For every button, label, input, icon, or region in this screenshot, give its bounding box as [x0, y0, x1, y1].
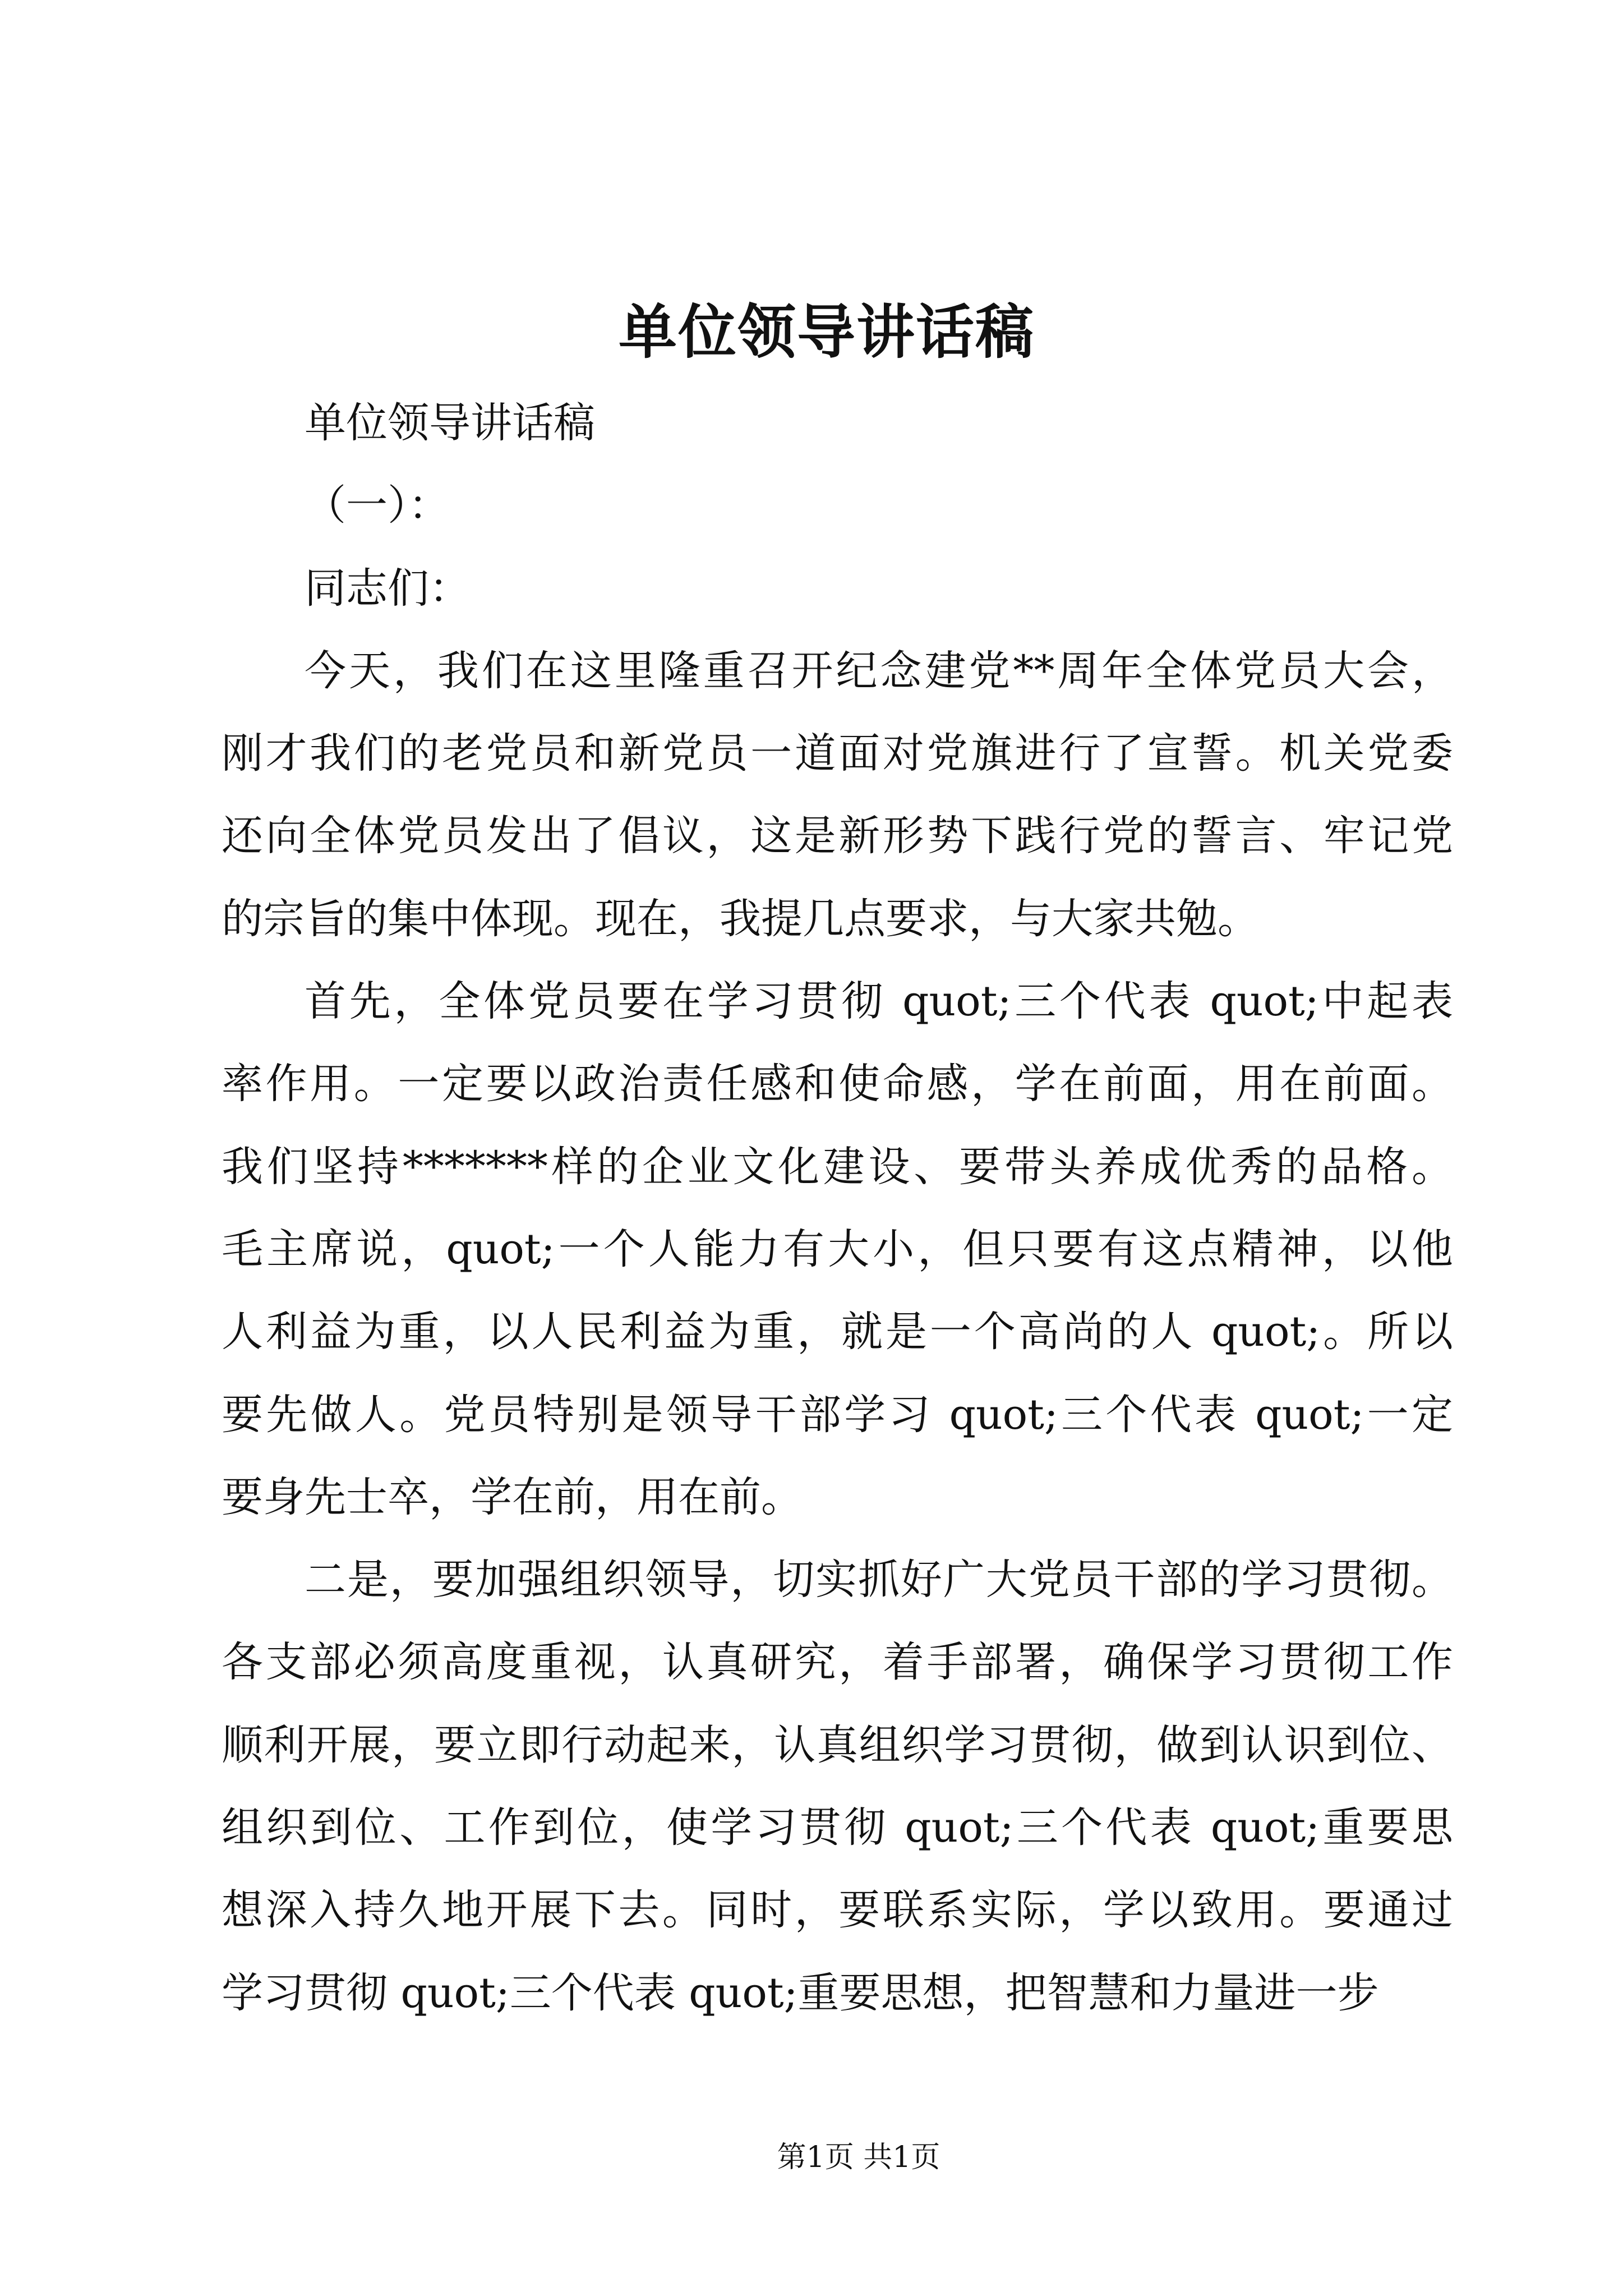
paragraph-first-point [222, 960, 1453, 1539]
paragraph-section-marker [222, 464, 1453, 547]
paragraph-opening [222, 630, 1453, 960]
paragraph-salutation [222, 547, 1453, 630]
text-line: 首先，全体党员要在学习贯彻 quot;三个代表 quot;中起表 [305, 977, 1453, 1026]
text-line: 刚才我们的老党员和新党员一道面对党旗进行了宣誓。机关党委 [222, 729, 1453, 778]
text-line: 顺利开展，要立即行动起来，认真组织学习贯彻，做到认识到位、 [222, 1720, 1453, 1769]
text-line: 想深入持久地开展下去。同时，要联系实际，学以致用。要通过 [222, 1886, 1453, 1935]
text-line: 单位领导讲话稿 [305, 399, 595, 447]
text-line: 各支部必须高度重视，认真研究，着手部署，确保学习贯彻工作 [222, 1638, 1453, 1687]
page-footer: 第1页 共1页 [777, 2141, 940, 2174]
text-line: 同志们： [305, 564, 471, 613]
text-line: （一）： [305, 481, 450, 530]
text-line: 二是，要加强组织领导，切实抓好广大党员干部的学习贯彻。 [305, 1556, 1453, 1604]
document-body [222, 382, 1453, 2035]
text-line: 今天，我们在这里隆重召开纪念建党**周年全体党员大会， [305, 646, 1453, 695]
text-line: 率作用。一定要以政治责任感和使命感，学在前面，用在前面。 [222, 1060, 1453, 1108]
text-line: 人利益为重，以人民利益为重，就是一个高尚的人 quot;。所以 [222, 1308, 1453, 1356]
text-line: 要身先士卒，学在前，用在前。 [222, 1473, 803, 1521]
text-line: 我们坚持*******样的企业文化建设、要带头养成优秀的品格。 [222, 1142, 1453, 1191]
paragraph-subtitle [222, 382, 1453, 464]
text-line: 还向全体党员发出了倡议，这是新形势下践行党的誓言、牢记党 [222, 812, 1453, 861]
paragraph-second-point [222, 1539, 1453, 2035]
text-line: 组织到位、工作到位，使学习贯彻 quot;三个代表 quot;重要思 [222, 1803, 1453, 1852]
text-line: 的宗旨的集中体现。现在，我提几点要求，与大家共勉。 [222, 894, 1259, 943]
text-line: 要先做人。党员特别是领导干部学习 quot;三个代表 quot;一定 [222, 1390, 1453, 1439]
text-line: 毛主席说，quot;一个人能力有大小，但只要有这点精神，以他 [222, 1225, 1453, 1273]
text-line: 学习贯彻 quot;三个代表 quot;重要思想，把智慧和力量进一步 [222, 1968, 1379, 2017]
document-title: 单位领导讲话稿 [618, 297, 1035, 366]
